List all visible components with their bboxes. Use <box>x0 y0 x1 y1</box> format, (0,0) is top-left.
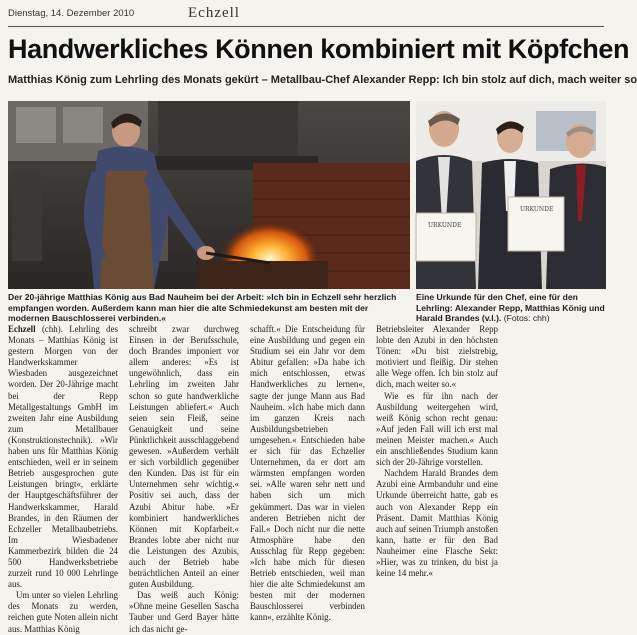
article-column-1 <box>8 324 119 634</box>
paragraph: Wie es für ihn nach der Ausbildung weitergehen wird, weiß König schon recht genau: »Auf jeden Fall will ich erst mal meinen Meister machen.« Auch ein anschließendes Studium kann sich der 20-Jährige vorstellen. <box>376 390 498 468</box>
section-name: Echzell <box>188 5 240 21</box>
article-column-3 <box>250 324 365 623</box>
header-rule <box>8 26 604 27</box>
forge-photo-image <box>8 101 410 289</box>
paragraph: Echzell (chh). Lehrling des Monats – Matthias König ist gestern Morgen von der Handwerkskammer Wiesbaden ausgezeichnet worden. Der 20-Jährige macht bei der Repp Metallgestaltungs GmbH im zweiten Jahr eine Ausbildung zum Metallbauer (Konstruktionstechnik). »Wir haben uns für Matthias König entschieden, weil er in seinem Betrieb ausgesprochen gute Leistungen bringt«, erklärte der Hauptgeschäftsführer der Handwerkskammer, Harald Brandes, in den Räumen der Echzeller Metallbaubetriebs. Im Wiesbadener Kammerbezirk bilden die 24 500 Handwerksbetriebe zurzeit rund 10 000 Lehrlinge aus. <box>8 324 119 590</box>
article-column-2 <box>129 324 239 634</box>
certificate-label-left: URKUNDE <box>428 222 462 229</box>
article-subheadline: Matthias König zum Lehrling des Monats gekürt – Metallbau-Chef Alexander Repp: Ich bin stolz auf dich, mach weiter so <box>8 74 637 86</box>
paragraph: schafft.« Die Entscheidung für eine Ausbildung und gegen ein Studium sei ein Jahr vor dem Abitur gefallen: »Da habe ich mich entschlossen, etwas Handwerkliches zu lernen«, sagte der junge Mann aus Bad Nauheim. »Ich habe mich dann im ganzen Kreis nach Ausbildungsbetrieben umgesehen.« Entschieden habe er sich für das Echzeller Unternehmen, da er dort am wärmsten empfangen worden sei. »Alle waren sehr nett und haben sich um mich gekümmert. Das war in vielen anderen Betrieben nicht der Fall.« Doch nicht nur die nette Atmosphäre habe den Ausschlag für Repp gegeben: »Ich habe mich für diesen Betrieb entschieden, weil man hier die alte Schmiedekunst am besten mit der modernen Bauschlosserei verbinden kann«, erzählte König. <box>250 324 365 623</box>
paragraph: Nachdem Harald Brandes dem Azubi eine Armbanduhr und eine Urkunde überreicht hatte, gab es auch von Alexander Repp ein Präsent. Damit Matthias König auch auf seinen Triumph anstoßen kann, hatte er für den Bad Nauheimer eine Flasche Sekt: »Hier, was zu trinken, du bist ja keine 14 mehr.« <box>376 468 498 579</box>
certificate-label-right: URKUNDE <box>520 206 554 213</box>
issue-date: Dienstag, 14. Dezember 2010 <box>8 8 135 19</box>
photo-credit: (Fotos: chh) <box>503 313 550 323</box>
article-dateline: Echzell <box>8 324 36 334</box>
article-column-4 <box>376 324 498 579</box>
photo-apprentice-forge <box>8 101 410 289</box>
article-headline: Handwerkliches Können kombiniert mit Köpfchen <box>8 34 630 64</box>
caption-right-photo <box>416 292 606 324</box>
paragraph: Das weiß auch König: »Ohne meine Gesellen Sascha Tauber und Gerd Bayer hätte ich das nicht ge- <box>129 590 239 634</box>
presentation-photo-image <box>416 101 606 289</box>
photo-certificate-presentation <box>416 101 606 289</box>
paragraph: Betriebsleiter Alexander Repp lobte den Azubi in den höchsten Tönen: »Du bist zielstrebig, motiviert und fleißig. Dir stehen alle Wege offen. Ich bin stolz auf dich, mach weiter so.« <box>376 324 498 390</box>
caption-left-text: Der 20-jährige Matthias König aus Bad Nauheim bei der Arbeit: »Ich bin in Echzell sehr herzlich empfangen worden. Außerdem kann man hier die alte Schmiedekunst am besten mit der modernen Bauschlosserei verbinden.« <box>8 292 397 323</box>
caption-right-text: Eine Urkunde für den Chef, eine für den Lehrling: Alexander Repp, Matthias König und Harald Brandes (v.l.). <box>416 292 605 323</box>
paragraph: Um unter so vielen Lehrling des Monats zu werden, reichen gute Noten allein nicht aus. Matthias König <box>8 590 118 634</box>
article-body <box>8 324 606 634</box>
paragraph: schreibt zwar durchweg Einsen in der Berufsschule, doch Brandes imponiert vor allem anderes: »Es ist ungewöhnlich, dass ein Lehrling im zweiten Jahr schon so gute handwerkliche Leistungen abliefert.« Auch seien sein Fleiß, seine Genauigkeit und seine Pünktlichkeit ausschlaggebend gewesen. »Außerdem verhält er sich vorbildlich gegenüber den Kunden. Das ist für ein Unternehmen sehr wichtig.« Positiv sei auch, dass der Azubi Abitur habe. »Er kombiniert handwerkliches Können mit Kopfarbeit.« Brandes lobte aber nicht nur die Leistungen des Azubis, auch der Betrieb habe beträchtlichen Anteil an einer guten Ausbildung. <box>129 324 239 590</box>
page-header <box>8 4 604 24</box>
caption-left-photo <box>8 292 410 324</box>
